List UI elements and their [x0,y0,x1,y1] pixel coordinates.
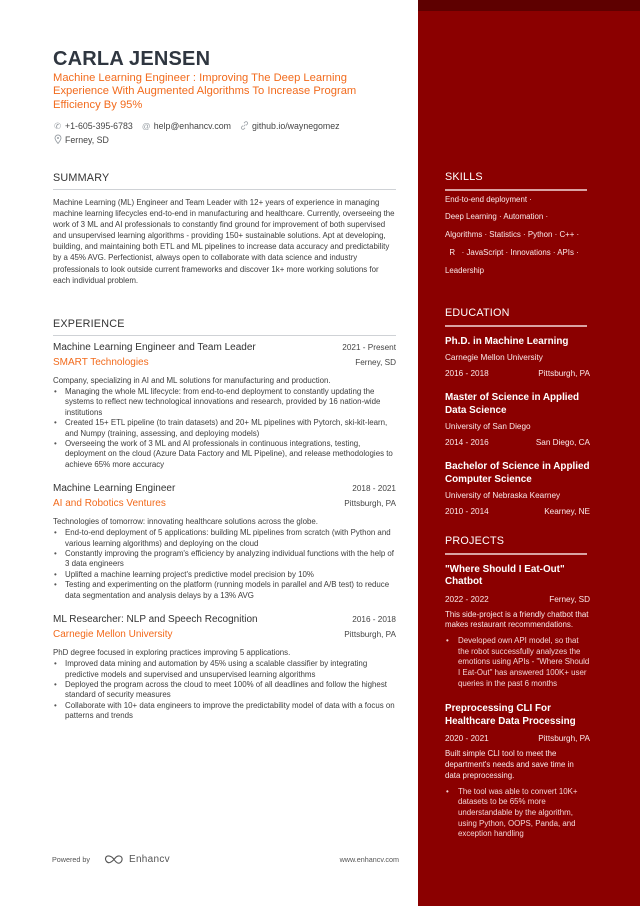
section-title: SKILLS [445,171,483,183]
project-dates: 2022 - 2022 [445,594,489,604]
divider [445,325,587,327]
degree: Ph.D. in Machine Learning [445,335,569,347]
summary-text: Machine Learning (ML) Engineer and Team Leader with 12+ years of experience in managing machine learning lifecycles end-to-end in manufacturing and healthcare. Currently, overseeing the work of 3 ML and AI professionals to constantly find ground for improvement of both supervised and unsupervised learning algorithms - providing 150+ sustainable solutions. Apt at developing, building, and maintaining both ETL and ML pipelines to increase data accuracy and predictability by a 45% AVG. Perfectionist, always open to collaborate with data science and industry professionals to look outside current frameworks and discover 1k+ more working solutions for each individual problem. [53,198,395,285]
project-entry [445,703,590,840]
job-dates: 2021 - Present [342,343,396,352]
projects-section [445,535,590,840]
infinity-logo-icon [104,854,124,865]
bullet-item: • Created 15+ ETL pipeline (to train datasets) and 20+ ML pipelines with Pytorch, ski-kit-learn, and Numpy (training, assessing, and deploying models) [53,418,396,439]
job-title: ML Researcher: NLP and Speech Recognition [53,614,258,626]
skill-line: R · JavaScript · Innovations · APIs · [445,247,579,257]
bullet-item: • Improved data mining and automation by 45% using a scalable classifier by integrating predictive models and supervised and unsupervised learning algorithms [53,659,396,680]
section-title: SUMMARY [53,172,110,184]
contact-info [53,119,398,147]
link-icon [240,121,249,132]
contact-email[interactable]: @ help@enhancv.com [141,121,231,131]
job-title: Machine Learning Engineer and Team Leader [53,342,256,353]
experience-section [53,318,396,722]
job-location: Ferney, SD [355,358,396,367]
job-entry [53,614,396,721]
edu-dates: 2010 - 2014 [445,506,489,516]
section-title: EXPERIENCE [53,318,125,330]
bullet-item: • Constantly improving the program's efficiency by analyzing individual functions with the help of 3 data engineers [53,549,396,570]
project-location: Ferney, SD [549,594,590,604]
job-company: Carnegie Mellon University [53,629,173,641]
divider [53,335,396,336]
school: Carnegie Mellon University [445,352,543,362]
job-company: SMART Technologies [53,357,149,368]
education-section [445,307,590,516]
job-entry [53,342,396,470]
job-dates: 2016 - 2018 [352,615,396,625]
job-company: AI and Robotics Ventures [53,498,166,510]
school: University of Nebraska Kearney [445,490,561,500]
headline: Machine Learning Engineer : Improving The Deep Learning Experience With Augmented Algorithms To Increase Program Efficiency By 95% [53,72,357,111]
powered-by-label: Powered by [52,855,90,864]
project-title: "Where Should I Eat-Out" Chatbot [445,563,565,587]
project-description: This side-project is a friendly chatbot that makes restaurant recommendations. [445,609,589,630]
bullet-item: • Deployed the program across the cloud to meet 100% of all deadlines and follow the highest standard of security measures [53,680,396,701]
edu-location: San Diego, CA [535,437,590,447]
education-entry [445,335,590,378]
project-bullets [445,787,590,841]
job-entry [53,483,396,601]
bullet-item: • End-to-end deployment of 5 applications: building ML pipelines from scratch (with Python and various learning algorithms) and deploying on the cloud [53,528,396,549]
project-bullets [445,636,590,690]
edu-dates: 2016 - 2018 [445,368,489,378]
education-entry [445,460,590,516]
degree: Master of Science in Applied Data Science [445,391,580,416]
job-bullets [53,659,396,721]
education-entry [445,391,590,447]
skills-section [445,171,605,279]
degree: Bachelor of Science in Applied Computer Science [445,460,590,485]
edu-location: Kearney, NE [544,506,590,516]
skill-line: Algorithms · Statistics · Python · C++ · [445,230,580,240]
job-description: Company, specializing in AI and ML solutions for manufacturing and production. [53,376,331,385]
job-bullets [53,387,396,470]
bullet-item: • Overseeing the work of 3 ML and AI professionals in continuous integrations, testing, deployment on the cloud (Azure Data Factory and ML Pipeline), and release methodologies to achieve 65% more accuracy [53,439,396,470]
sidebar [418,0,640,906]
job-dates: 2018 - 2021 [352,484,396,494]
project-location: Pittsburgh, PA [538,734,590,744]
phone-icon: ✆ [53,120,62,131]
bullet-item: • Collaborate with 10+ data engineers to improve the predictability model of data with a focus on patterns and trends [53,701,396,722]
enhancv-logo[interactable] [104,854,170,865]
contact-link[interactable]: github.io/waynegomez [240,121,340,132]
project-title: Preprocessing CLI For Healthcare Data Processing [445,703,576,727]
skill-line: End-to-end deployment · [445,194,532,204]
section-title: EDUCATION [445,307,510,319]
contact-location: Ferney, SD [53,134,109,146]
footer [52,854,399,865]
project-entry [445,564,590,690]
skill-line: Leadership [445,265,485,275]
job-description: PhD degree focused in exploring practices improving 5 applications. [53,648,291,658]
contact-phone[interactable]: ✆ +1-605-395-6783 [53,120,133,131]
skill-line: Deep Learning · Automation · [445,212,549,222]
project-description: Built simple CLI tool to meet the department's needs and save time in data preprocessing. [445,749,574,780]
job-bullets [53,528,396,601]
summary-section [53,172,396,286]
school: University of San Diego [445,421,531,431]
divider [53,189,396,190]
project-dates: 2020 - 2021 [445,734,489,744]
job-title: Machine Learning Engineer [53,483,176,495]
job-location: Pittsburgh, PA [344,630,396,640]
edu-location: Pittsburgh, PA [538,368,590,378]
edu-dates: 2014 - 2016 [445,437,489,447]
job-location: Pittsburgh, PA [344,499,396,509]
bullet-item: • Developed own API model, so that the robot successfully analyzes the emotions using APIs - "Where Should I Eat-Out" has answered 100K+ user queries in the past 6 months [445,636,590,690]
bullet-item: • Testing and experimenting on the platform (running models in parallel and A/B test) to reduce data segmentation and analysis delays by a 13% AVG [53,580,396,601]
brand-name: Enhancv [128,854,170,865]
bullet-item: • The tool was able to convert 10K+ datasets to be 65% more understandable by the algorithm, using Python, OOPS, Panda, and exception handling [445,787,590,841]
candidate-name: CARLA JENSEN [53,48,211,70]
bullet-item: • Managing the whole ML lifecycle: from end-to-end deployment to constantly updating the systems to reflect new technological innovations and research, provided by 16 nation-wide institutions [53,387,396,418]
at-icon: @ [141,121,151,131]
sidebar-top-band [418,0,640,11]
footer-url[interactable]: www.enhancv.com [339,855,399,864]
section-title: PROJECTS [445,535,505,547]
location-pin-icon [53,134,62,146]
job-description: Technologies of tomorrow: innovating healthcare solutions across the globe. [53,517,318,527]
divider [445,553,587,555]
bullet-item: • Uplifted a machine learning project's predictive model precision by 10% [53,570,396,580]
